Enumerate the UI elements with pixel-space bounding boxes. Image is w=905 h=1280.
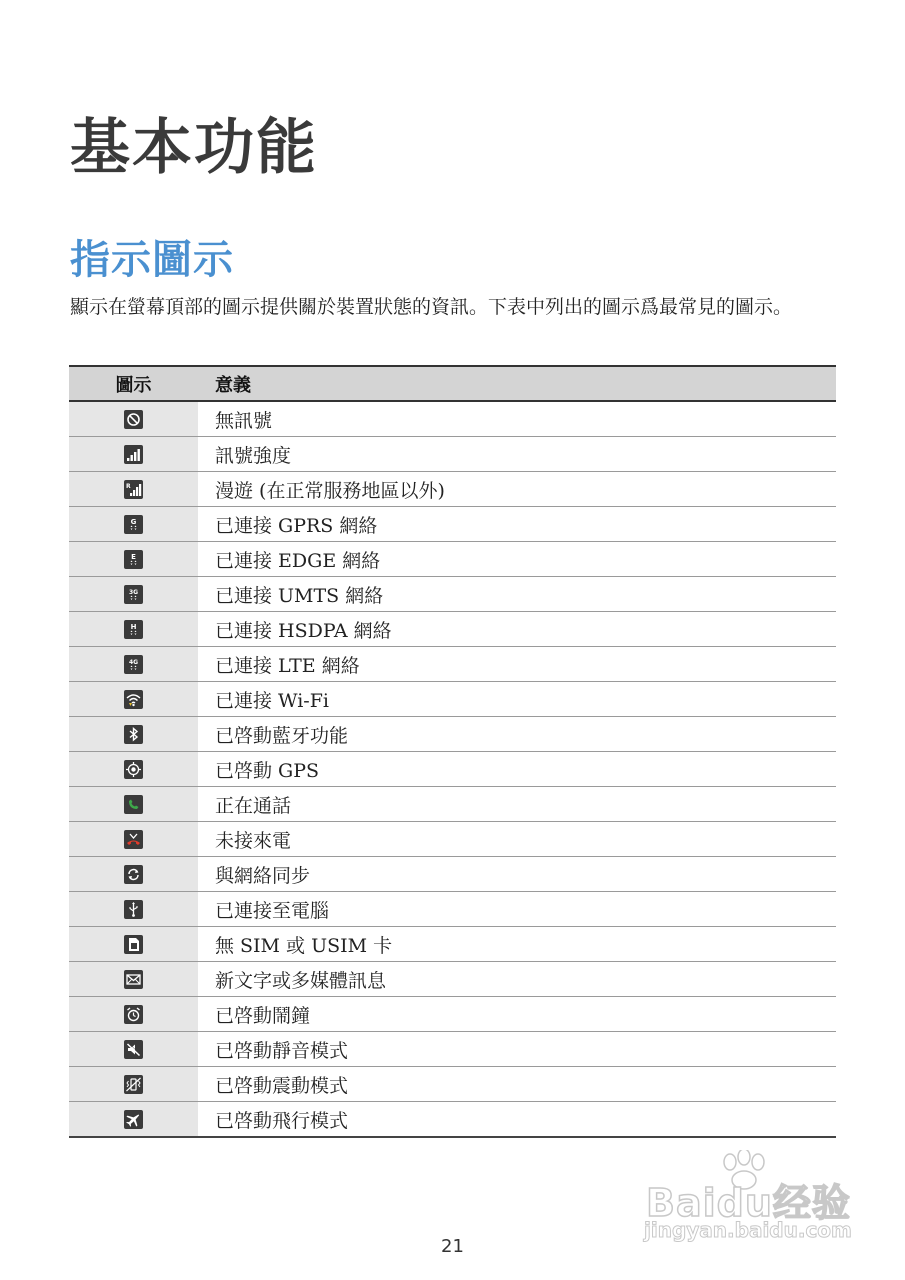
meaning-cell: 已連接 GPRS 網絡 (198, 507, 836, 542)
table-row (69, 1067, 836, 1102)
meaning-cell: 已啓動靜音模式 (198, 1032, 836, 1067)
vibration-mode-icon (124, 1075, 143, 1094)
table-row (69, 401, 836, 437)
table-row (69, 997, 836, 1032)
meaning-cell: 已啓動飛行模式 (198, 1102, 836, 1138)
icon-cell (69, 962, 198, 997)
icon-cell (69, 507, 198, 542)
flight-mode-icon (124, 1110, 143, 1129)
table-row (69, 682, 836, 717)
meaning-cell: 無訊號 (198, 401, 836, 437)
icon-cell (69, 577, 198, 612)
table-row (69, 752, 836, 787)
no-signal-icon (124, 410, 143, 429)
icon-cell (69, 822, 198, 857)
table-row (69, 542, 836, 577)
meaning-cell: 已啓動鬧鐘 (198, 997, 836, 1032)
alarm-icon (124, 1005, 143, 1024)
table-row (69, 892, 836, 927)
icon-cell (69, 1032, 198, 1067)
header-meaning: 意義 (198, 366, 836, 401)
usb-icon (124, 900, 143, 919)
meaning-cell: 已連接 EDGE 網絡 (198, 542, 836, 577)
message-icon (124, 970, 143, 989)
table-row (69, 1032, 836, 1067)
missed-call-icon (124, 830, 143, 849)
icon-cell (69, 857, 198, 892)
no-sim-icon (124, 935, 143, 954)
table-row (69, 962, 836, 997)
icon-cell (69, 612, 198, 647)
icon-cell (69, 647, 198, 682)
icon-cell (69, 472, 198, 507)
watermark-brand: Baidu经验 (646, 1181, 851, 1225)
table-row (69, 647, 836, 682)
meaning-cell: 未接來電 (198, 822, 836, 857)
header-icon: 圖示 (69, 366, 198, 401)
hsdpa-icon (124, 620, 143, 639)
icon-cell (69, 401, 198, 437)
icon-cell (69, 892, 198, 927)
svg-text:G: G (130, 518, 137, 526)
table-row (69, 822, 836, 857)
watermark-url: jingyan.baidu.com (644, 1218, 852, 1242)
svg-text:3G: 3G (128, 589, 139, 596)
svg-text:E: E (131, 553, 136, 561)
meaning-cell: 無 SIM 或 USIM 卡 (198, 927, 836, 962)
table-row (69, 437, 836, 472)
icon-cell (69, 682, 198, 717)
bluetooth-icon (124, 725, 143, 744)
icon-cell (69, 752, 198, 787)
table-row (69, 612, 836, 647)
icon-cell (69, 997, 198, 1032)
wifi-icon (124, 690, 143, 709)
table-body (69, 401, 836, 1137)
table-row (69, 787, 836, 822)
umts-3g-icon (124, 585, 143, 604)
meaning-cell: 正在通話 (198, 787, 836, 822)
svg-text:4G: 4G (128, 659, 139, 666)
page-number: 21 (441, 1236, 464, 1257)
meaning-cell: 已連接 Wi-Fi (198, 682, 836, 717)
icon-cell (69, 927, 198, 962)
gprs-icon (124, 515, 143, 534)
meaning-cell: 已連接 LTE 網絡 (198, 647, 836, 682)
table-row (69, 472, 836, 507)
meaning-cell: 已啓動震動模式 (198, 1067, 836, 1102)
meaning-cell: 已啓動藍牙功能 (198, 717, 836, 752)
table-row (69, 507, 836, 542)
meaning-cell: 漫遊 (在正常服務地區以外) (198, 472, 836, 507)
call-in-progress-icon (124, 795, 143, 814)
meaning-cell: 新文字或多媒體訊息 (198, 962, 836, 997)
meaning-cell: 已啓動 GPS (198, 752, 836, 787)
gps-icon (124, 760, 143, 779)
meaning-cell: 已連接 HSDPA 網絡 (198, 612, 836, 647)
edge-icon (124, 550, 143, 569)
intro-paragraph: 顯示在螢幕頂部的圖示提供關於裝置狀態的資訊。下表中列出的圖示爲最常見的圖示。 (70, 296, 793, 318)
silent-mode-icon (124, 1040, 143, 1059)
svg-text:H: H (130, 623, 137, 631)
signal-strength-icon (124, 445, 143, 464)
indicator-icon-table (69, 365, 836, 1138)
page-title: 基本功能 (70, 113, 318, 183)
table-header-row (69, 366, 836, 401)
icon-cell (69, 542, 198, 577)
table-row (69, 717, 836, 752)
meaning-cell: 訊號強度 (198, 437, 836, 472)
meaning-cell: 與網絡同步 (198, 857, 836, 892)
svg-text:R: R (126, 483, 131, 490)
icon-cell (69, 1102, 198, 1138)
lte-4g-icon (124, 655, 143, 674)
roaming-icon (124, 480, 143, 499)
meaning-cell: 已連接 UMTS 網絡 (198, 577, 836, 612)
baidu-watermark (640, 1150, 860, 1250)
table-row (69, 577, 836, 612)
icon-cell (69, 717, 198, 752)
icon-cell (69, 787, 198, 822)
icon-cell (69, 437, 198, 472)
sync-icon (124, 865, 143, 884)
meaning-cell: 已連接至電腦 (198, 892, 836, 927)
section-title: 指示圖示 (70, 237, 234, 283)
table-row (69, 1102, 836, 1138)
icon-cell (69, 1067, 198, 1102)
table-row (69, 857, 836, 892)
table-row (69, 927, 836, 962)
